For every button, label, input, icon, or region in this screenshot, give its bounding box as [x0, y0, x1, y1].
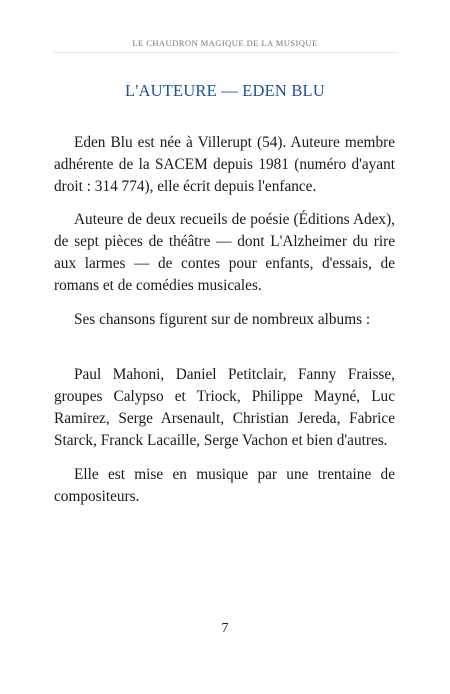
paragraph-birth-and-sacem: Eden Blu est née à Villerupt (54). Auteure membre adhérente de la SACEM depuis 1981 (numéro d'ayant droit : 314 774), elle écrit depuis l'enfance. [54, 134, 395, 195]
chapter-title: L'AUTEURE — EDEN BLU [125, 81, 325, 100]
paragraph-albums-intro: Ses chansons figurent sur de nombreux albums : [74, 311, 371, 328]
running-header: LE CHAUDRON MAGIQUE DE LA MUSIQUE [132, 38, 318, 48]
page-number: 7 [221, 621, 229, 636]
paragraph-composers: Elle est mise en musique par une trentaine de compositeurs. [54, 466, 395, 505]
paragraph-works: Auteure de deux recueils de poésie (Éditions Adex), de sept pièces de théâtre — dont L'Alzheimer du rire aux larmes — de contes pour enfants, d'essais, de romans et de comédies musicales. [54, 211, 395, 294]
paragraph-artists-list: Paul Mahoni, Daniel Petitclair, Fanny Fraisse, groupes Calypso et Triock, Philippe Mayné, Luc Ramirez, Serge Arsenault, Christian Jereda, Fabrice Starck, Franck Lacaille, Serge Vachon et bien d'autres. [54, 366, 395, 449]
header-divider [54, 52, 396, 53]
